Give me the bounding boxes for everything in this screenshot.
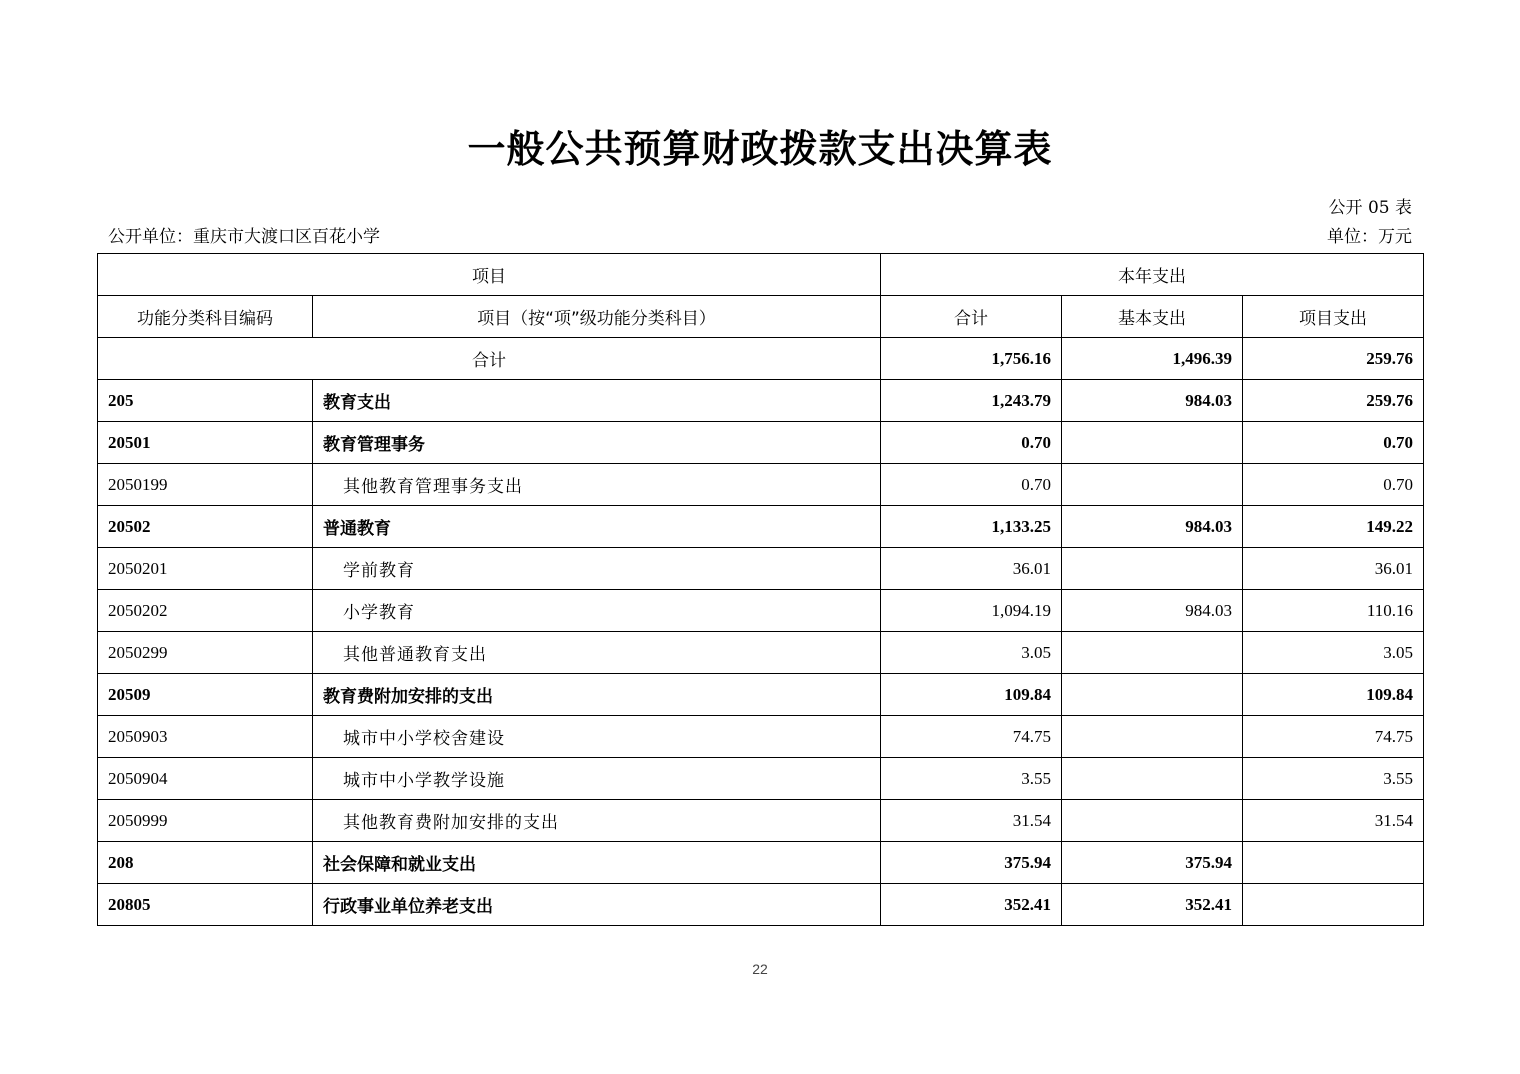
table-row xyxy=(98,506,1424,548)
row-code: 20805 xyxy=(98,884,313,926)
row-basic: 984.03 xyxy=(1062,590,1243,632)
row-name: 其他教育费附加安排的支出 xyxy=(313,800,881,842)
header-project-exp: 项目支出 xyxy=(1243,296,1424,338)
table-row xyxy=(98,380,1424,422)
table-row xyxy=(98,464,1424,506)
page-title: 一般公共预算财政拨款支出决算表 xyxy=(467,127,1053,171)
row-basic xyxy=(1062,674,1243,716)
total-basic: 1,496.39 xyxy=(1062,338,1243,380)
table-row xyxy=(98,422,1424,464)
row-code: 2050903 xyxy=(98,716,313,758)
row-name: 教育费附加安排的支出 xyxy=(313,674,881,716)
total-sum: 1,756.16 xyxy=(881,338,1062,380)
row-basic xyxy=(1062,758,1243,800)
row-total: 0.70 xyxy=(881,464,1062,506)
row-name: 行政事业单位养老支出 xyxy=(313,884,881,926)
header-total: 合计 xyxy=(881,296,1062,338)
row-project: 31.54 xyxy=(1243,800,1424,842)
row-project: 149.22 xyxy=(1243,506,1424,548)
expenditure-table xyxy=(97,253,1424,926)
table-row xyxy=(98,758,1424,800)
table-row xyxy=(98,716,1424,758)
table-row xyxy=(98,674,1424,716)
table-row xyxy=(98,800,1424,842)
row-total: 375.94 xyxy=(881,842,1062,884)
row-code: 2050999 xyxy=(98,800,313,842)
row-name: 学前教育 xyxy=(313,548,881,590)
row-name: 教育管理事务 xyxy=(313,422,881,464)
row-name: 其他教育管理事务支出 xyxy=(313,464,881,506)
row-project: 3.55 xyxy=(1243,758,1424,800)
row-name: 城市中小学校舍建设 xyxy=(313,716,881,758)
row-basic xyxy=(1062,716,1243,758)
page-number: 22 xyxy=(752,961,768,977)
row-basic: 984.03 xyxy=(1062,380,1243,422)
row-total: 0.70 xyxy=(881,422,1062,464)
header-basic: 基本支出 xyxy=(1062,296,1243,338)
header-code: 功能分类科目编码 xyxy=(98,296,313,338)
row-basic xyxy=(1062,632,1243,674)
table-row xyxy=(98,884,1424,926)
row-project xyxy=(1243,884,1424,926)
row-total: 74.75 xyxy=(881,716,1062,758)
row-code: 2050299 xyxy=(98,632,313,674)
row-name: 其他普通教育支出 xyxy=(313,632,881,674)
row-basic xyxy=(1062,800,1243,842)
row-project: 3.05 xyxy=(1243,632,1424,674)
row-name: 城市中小学教学设施 xyxy=(313,758,881,800)
row-code: 2050904 xyxy=(98,758,313,800)
row-total: 1,094.19 xyxy=(881,590,1062,632)
row-project: 110.16 xyxy=(1243,590,1424,632)
total-label: 合计 xyxy=(98,338,881,380)
header-current-year: 本年支出 xyxy=(881,254,1424,296)
row-project: 74.75 xyxy=(1243,716,1424,758)
row-code: 20509 xyxy=(98,674,313,716)
row-basic: 984.03 xyxy=(1062,506,1243,548)
row-code: 205 xyxy=(98,380,313,422)
row-name: 社会保障和就业支出 xyxy=(313,842,881,884)
row-code: 2050199 xyxy=(98,464,313,506)
row-project: 109.84 xyxy=(1243,674,1424,716)
row-project: 259.76 xyxy=(1243,380,1424,422)
row-project: 36.01 xyxy=(1243,548,1424,590)
row-total: 1,243.79 xyxy=(881,380,1062,422)
table-row xyxy=(98,548,1424,590)
header-row-2 xyxy=(98,296,1424,338)
row-code: 208 xyxy=(98,842,313,884)
row-code: 20502 xyxy=(98,506,313,548)
row-code: 20501 xyxy=(98,422,313,464)
row-code: 2050202 xyxy=(98,590,313,632)
total-row xyxy=(98,338,1424,380)
row-basic xyxy=(1062,422,1243,464)
row-total: 109.84 xyxy=(881,674,1062,716)
row-name: 小学教育 xyxy=(313,590,881,632)
row-code: 2050201 xyxy=(98,548,313,590)
row-basic: 375.94 xyxy=(1062,842,1243,884)
row-name: 教育支出 xyxy=(313,380,881,422)
row-total: 352.41 xyxy=(881,884,1062,926)
header-item: 项目（按“项”级功能分类科目） xyxy=(313,296,881,338)
currency-unit: 单位：万元 xyxy=(1327,227,1412,247)
row-project: 0.70 xyxy=(1243,464,1424,506)
total-project: 259.76 xyxy=(1243,338,1424,380)
row-total: 3.55 xyxy=(881,758,1062,800)
row-basic xyxy=(1062,464,1243,506)
table-row xyxy=(98,842,1424,884)
row-total: 1,133.25 xyxy=(881,506,1062,548)
reporting-unit: 公开单位：重庆市大渡口区百花小学 xyxy=(108,227,380,247)
table-row xyxy=(98,590,1424,632)
row-project: 0.70 xyxy=(1243,422,1424,464)
table-row xyxy=(98,632,1424,674)
row-total: 31.54 xyxy=(881,800,1062,842)
row-name: 普通教育 xyxy=(313,506,881,548)
row-basic xyxy=(1062,548,1243,590)
form-number: 公开 05 表 xyxy=(1328,198,1412,218)
header-project: 项目 xyxy=(98,254,881,296)
header-row-1 xyxy=(98,254,1424,296)
row-total: 3.05 xyxy=(881,632,1062,674)
row-basic: 352.41 xyxy=(1062,884,1243,926)
row-total: 36.01 xyxy=(881,548,1062,590)
row-project xyxy=(1243,842,1424,884)
